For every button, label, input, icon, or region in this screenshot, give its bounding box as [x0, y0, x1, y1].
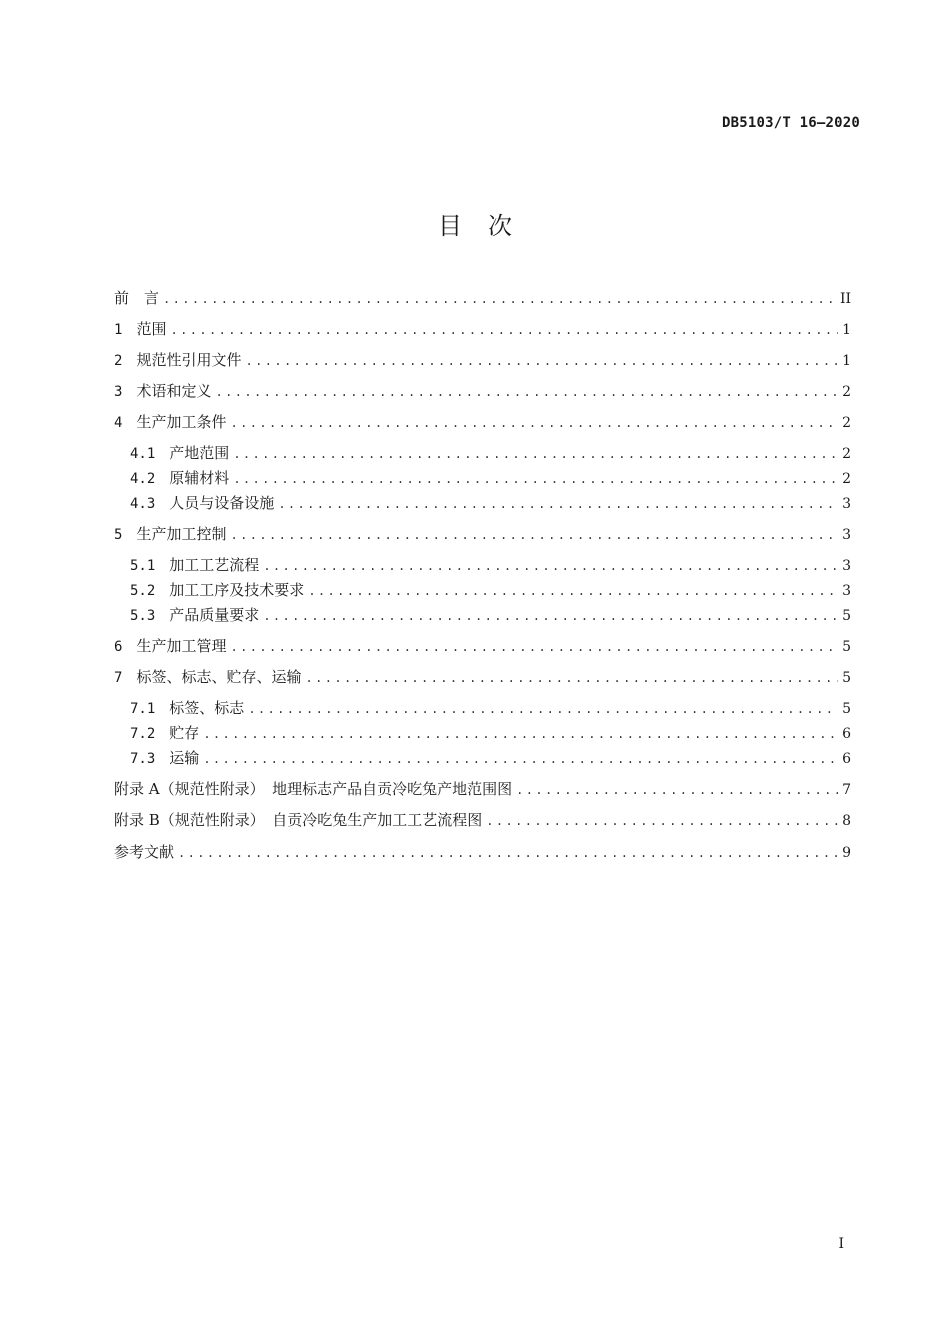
- toc-entry-number: 5.2: [130, 583, 156, 599]
- toc-entry-number: 7.2: [130, 726, 156, 742]
- toc-entry-number: 6: [114, 639, 123, 655]
- toc-entry-number: 4.1: [130, 446, 156, 462]
- toc-entry-page: 2: [842, 446, 851, 462]
- toc-entry-label: 产地范围: [169, 444, 230, 462]
- toc-entry-label: 标签、标志、贮存、运输: [136, 668, 302, 686]
- toc-entry[interactable]: [114, 841, 851, 863]
- toc-dot-leader: [248, 698, 838, 720]
- toc-entry-label: 贮存: [169, 724, 200, 742]
- toc-dot-leader: [178, 842, 838, 864]
- toc-entry-page: 3: [842, 527, 851, 543]
- document-code: DB5103/T 16—2020: [721, 115, 860, 131]
- toc-entry-label: 参考文献: [114, 843, 175, 861]
- toc-entry-label: 加工工艺流程: [169, 556, 260, 574]
- toc-entry-page: 1: [842, 322, 851, 338]
- toc-entry[interactable]: [130, 492, 851, 514]
- toc-entry-label: 附录 A（规范性附录） 地理标志产品自贡冷吃兔产地范围图: [114, 780, 513, 798]
- toc-entry-number: 5.1: [130, 558, 156, 574]
- toc-entry[interactable]: [114, 635, 851, 657]
- toc-entry[interactable]: [130, 554, 851, 576]
- toc-entry-page: 5: [842, 608, 851, 624]
- toc-dot-leader: [203, 748, 838, 770]
- toc-entry[interactable]: [130, 604, 851, 626]
- toc-entry-label: 运输: [169, 749, 200, 767]
- toc-entry[interactable]: [130, 579, 851, 601]
- toc-entry-number: 4.3: [130, 496, 156, 512]
- toc-dot-leader: [233, 443, 838, 465]
- toc-entry-page: 5: [842, 701, 851, 717]
- toc-dot-leader: [233, 468, 838, 490]
- toc-title: 目次: [438, 212, 538, 240]
- toc-entry-page: II: [839, 291, 851, 307]
- toc-entry-label: 人员与设备设施: [169, 494, 275, 512]
- toc-entry-page: 2: [842, 415, 851, 431]
- toc-entry[interactable]: [114, 666, 851, 688]
- toc-entry-label: 术语和定义: [136, 382, 212, 400]
- toc-entry[interactable]: [130, 747, 851, 769]
- toc-entry-label: 规范性引用文件: [136, 351, 242, 369]
- toc-entry-label: 原辅材料: [169, 469, 230, 487]
- page-number: I: [838, 1236, 844, 1252]
- toc-dot-leader: [163, 288, 836, 310]
- toc-dot-leader: [230, 636, 838, 658]
- toc-entry-label: 前 言: [114, 289, 160, 307]
- toc-entry-number: 3: [114, 384, 123, 400]
- toc-dot-leader: [215, 381, 838, 403]
- toc-entry[interactable]: [114, 523, 851, 545]
- toc-entry-page: 2: [842, 471, 851, 487]
- toc-entry-label: 范围: [136, 320, 167, 338]
- toc-entry-number: 5.3: [130, 608, 156, 624]
- toc-entry[interactable]: [130, 697, 851, 719]
- toc-entry-page: 3: [842, 583, 851, 599]
- toc-dot-leader: [245, 350, 838, 372]
- toc-dot-leader: [230, 524, 838, 546]
- toc-entry-page: 6: [842, 726, 851, 742]
- toc-dot-leader: [230, 412, 838, 434]
- toc-entry[interactable]: [114, 380, 851, 402]
- toc-entry-page: 3: [842, 558, 851, 574]
- toc-dot-leader: [516, 779, 838, 801]
- toc-entry-label: 附录 B（规范性附录） 自贡冷吃兔生产加工工艺流程图: [114, 811, 483, 829]
- toc-entry[interactable]: [114, 349, 851, 371]
- toc-entry-page: 3: [842, 496, 851, 512]
- toc-entry[interactable]: [114, 778, 851, 800]
- toc-entry-label: 产品质量要求: [169, 606, 260, 624]
- toc-entry-page: 2: [842, 384, 851, 400]
- toc-dot-leader: [305, 667, 838, 689]
- toc-entry-label: 生产加工管理: [136, 637, 227, 655]
- toc-dot-leader: [486, 810, 838, 832]
- toc-entry[interactable]: [130, 467, 851, 489]
- toc-entry-label: 加工工序及技术要求: [169, 581, 305, 599]
- toc-entry-label: 生产加工控制: [136, 525, 227, 543]
- toc-entry-page: 8: [842, 813, 851, 829]
- toc-entry-page: 5: [842, 670, 851, 686]
- toc-entry-number: 4.2: [130, 471, 156, 487]
- toc-entry-number: 7.3: [130, 751, 156, 767]
- toc-entry[interactable]: [114, 318, 851, 340]
- toc-dot-leader: [278, 493, 838, 515]
- toc-entry-page: 9: [842, 845, 851, 861]
- toc-dot-leader: [308, 580, 838, 602]
- toc-entry-page: 5: [842, 639, 851, 655]
- toc-entry-number: 1: [114, 322, 123, 338]
- toc-entry-number: 2: [114, 353, 123, 369]
- toc-entry[interactable]: [130, 442, 851, 464]
- toc-dot-leader: [203, 723, 838, 745]
- toc-entry-label: 生产加工条件: [136, 413, 227, 431]
- toc-entry-number: 5: [114, 527, 123, 543]
- toc-dot-leader: [263, 555, 838, 577]
- toc-dot-leader: [170, 319, 838, 341]
- toc-entry-label: 标签、标志: [169, 699, 245, 717]
- toc-entry[interactable]: [114, 809, 851, 831]
- toc-entry-number: 4: [114, 415, 123, 431]
- toc-dot-leader: [263, 605, 838, 627]
- toc-entry[interactable]: [130, 722, 851, 744]
- toc-entry-number: 7: [114, 670, 123, 686]
- toc-entry-number: 7.1: [130, 701, 156, 717]
- toc-entry[interactable]: [114, 287, 851, 309]
- toc-entry-page: 1: [842, 353, 851, 369]
- toc-entry[interactable]: [114, 411, 851, 433]
- toc-entry-page: 7: [842, 782, 851, 798]
- toc-entry-page: 6: [842, 751, 851, 767]
